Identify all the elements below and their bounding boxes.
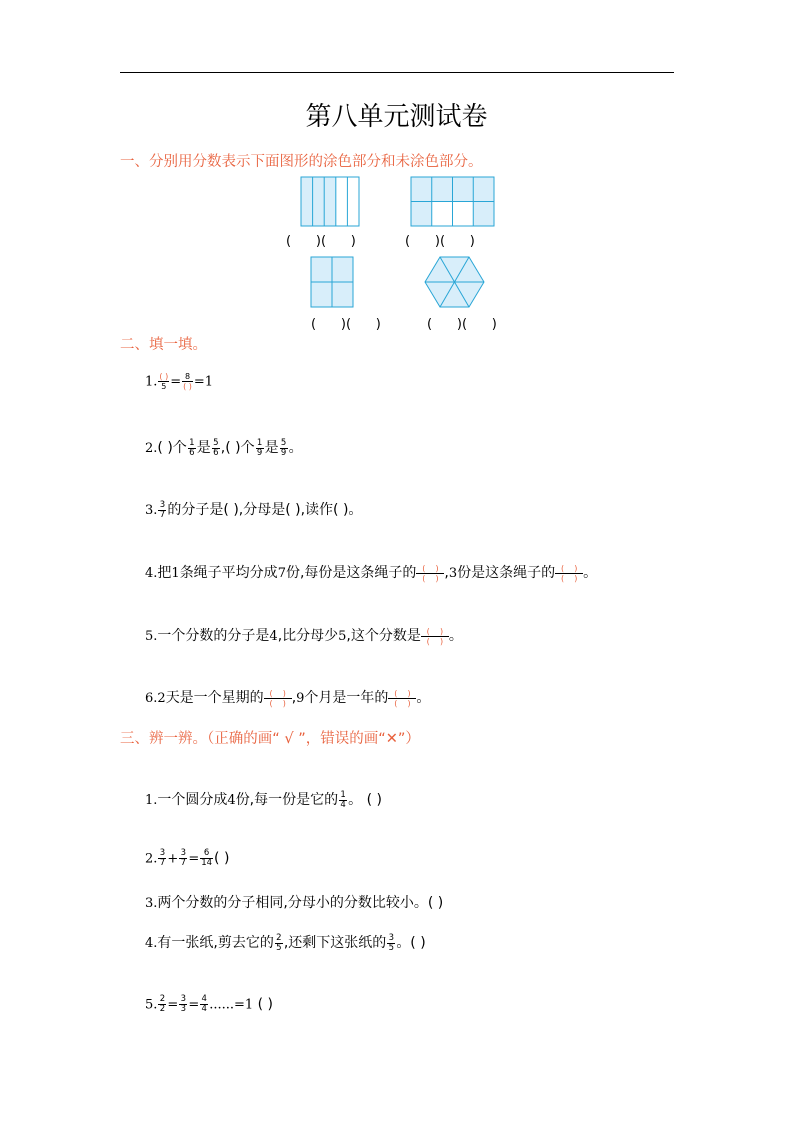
rect-strips-figure — [301, 177, 359, 226]
answer-blanks-hexagon[interactable]: ( )( ) — [427, 317, 497, 332]
shapes-figure-row2 — [0, 250, 793, 320]
section-3-heading: 三、辨一辨。（正确的画“ √ ”，错误的画“✕”） — [120, 731, 420, 747]
blank-fraction[interactable]: ( ) ( ) — [264, 689, 292, 708]
question-3-2: 2. $\frac{3}{7}$ + $\frac{3}{7}$ = $\frac{6}{14}$ ( ) — [145, 848, 230, 868]
blank-fraction[interactable]: ( ) ( ) — [388, 689, 416, 708]
blank-fraction[interactable]: ( ) ( ) — [421, 627, 449, 646]
question-2-5: 5.一个分数的分子是4,比分母少5,这个分数是 ( ) ( ) 。 — [145, 626, 463, 646]
answer-blanks-rect2[interactable]: ( )( ) — [405, 234, 475, 249]
section-2-heading: 二、填一填。 — [120, 337, 207, 353]
question-2-4: 4.把1条绳子平均分成7份,每份是这条绳子的 ( ) ( ) ,3份是这条绳子的 ( ) ( ) 。 — [145, 563, 598, 583]
blank-denominator[interactable]: ( ) — [183, 382, 192, 391]
hexagon-figure — [425, 257, 484, 307]
question-3-5: 5. $\frac{2}{2}$ = $\frac{3}{3}$ = $\frac{4}{4}$ ......=1 ( ) — [145, 994, 274, 1014]
question-2-2: 2.( )个 $\frac{1}{6}$ 是 $\frac{5}{6}$ ,( )个 $\frac{1}{9}$ 是 $\frac{5}{9}$ 。 — [145, 437, 303, 458]
blank-numerator[interactable]: ( ) — [159, 372, 169, 381]
question-3-4: 4.有一张纸,剪去它的 $\frac{2}{5}$ ,还剩下这张纸的 $\frac{3}{5}$ 。( ) — [145, 932, 426, 953]
blank-fraction[interactable]: ( ) ( ) — [416, 564, 444, 583]
rect-grid-figure — [411, 177, 494, 226]
question-2-1: 1. $\frac{( )}{5}$ = $\frac{8}{( )}$ =1 — [145, 372, 214, 391]
square-grid-figure — [311, 257, 353, 307]
blank-fraction[interactable]: ( ) ( ) — [555, 564, 583, 583]
answer-blanks-square[interactable]: ( )( ) — [311, 317, 381, 332]
section-1-heading: 一、分别用分数表示下面图形的涂色部分和未涂色部分。 — [120, 154, 483, 170]
question-2-6: 6.2天是一个星期的 ( ) ( ) ,9个月是一年的 ( ) ( ) 。 — [145, 688, 431, 708]
question-2-3: 3. $\frac{3}{7}$ 的分子是( ),分母是( ),读作( )。 — [145, 499, 363, 520]
question-3-3: 3.两个分数的分子相同,分母小的分数比较小。( ) — [145, 895, 444, 911]
question-3-1: 1.一个圆分成4份,每一份是它的 $\frac{1}{4}$ 。 ( ) — [145, 789, 382, 810]
page-title: 第八单元测试卷 — [305, 102, 488, 132]
answer-blanks-rect1[interactable]: ( )( ) — [286, 234, 356, 249]
